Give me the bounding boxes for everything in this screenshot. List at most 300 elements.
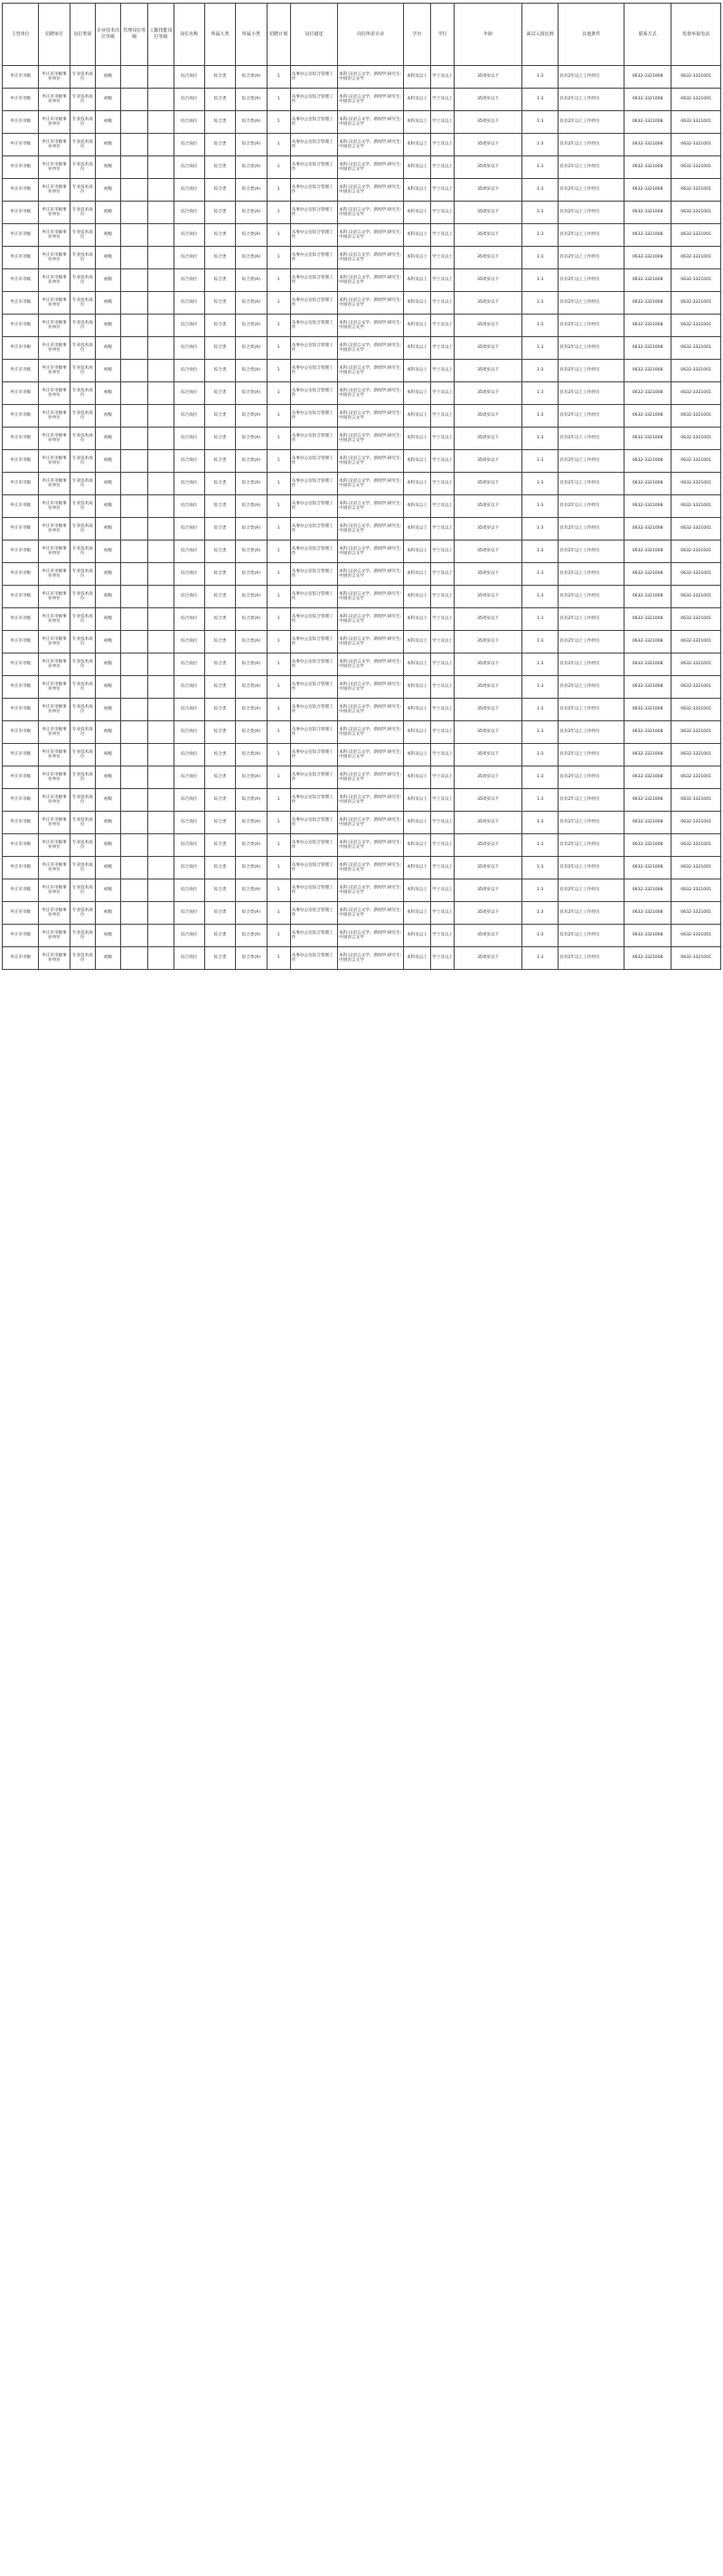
table-cell: 0632-3321008 [624,653,671,676]
table-cell: 综合岗位 [174,789,204,812]
table-cell: 本科及以上 [403,111,430,134]
table-row [3,608,721,631]
table-cell: 从事办公室综合管理工作 [290,631,337,653]
table-cell: 0632-3321001 [671,812,721,834]
table-cell: 枣庄市市级 [3,902,39,925]
table-cell: 综合类 [204,360,235,382]
table-row [3,586,721,608]
table-cell: 具有2年以上工作经历 [559,925,624,947]
table-cell: 1:3 [521,766,558,789]
table-cell: 0632-3321008 [624,315,671,337]
table-cell: 0632-3321008 [624,179,671,202]
table-cell [148,902,174,925]
table-cell: 从事办公室综合管理工作 [290,315,337,337]
table-cell: 综合类 [204,156,235,179]
table-cell [121,608,148,631]
table-cell: 1:3 [521,382,558,405]
table-cell: 从事办公室综合管理工作 [290,337,337,360]
table-cell: 具有2年以上工作经历 [559,563,624,586]
table-cell: 初级 [95,202,120,224]
table-cell: 初级 [95,653,120,676]
table-cell: 35周岁以下 [455,428,522,450]
table-cell: 枣庄市市级 [3,699,39,721]
table-cell: 专业技术岗位 [70,721,95,744]
table-cell: 综合类(A) [236,766,267,789]
table-cell: 本科及以上 [403,134,430,156]
table-cell: 从事办公室综合管理工作 [290,450,337,473]
table-cell: 从事办公室综合管理工作 [290,721,337,744]
table-cell: 枣庄市市级事业单位 [39,202,70,224]
table-cell: 1:3 [521,902,558,925]
table-cell: 专业技术岗位 [70,428,95,450]
table-cell: 综合岗位 [174,541,204,563]
table-cell: 本科及以上 [403,224,430,247]
table-cell: 本科:汉语言文学、新闻学;研究生:中国语言文学 [338,541,404,563]
table-row [3,902,721,925]
header-cell: 招聘计划 [267,4,290,66]
table-cell: 0632-3321008 [624,495,671,518]
table-cell [148,541,174,563]
table-cell: 从事办公室综合管理工作 [290,744,337,766]
table-cell: 35周岁以下 [455,699,522,721]
table-row [3,699,721,721]
table-cell: 综合岗位 [174,337,204,360]
table-cell [121,947,148,970]
table-cell: 枣庄市市级事业单位 [39,247,70,269]
table-cell: 专业技术岗位 [70,337,95,360]
table-cell: 0632-3321008 [624,337,671,360]
table-cell: 1 [267,608,290,631]
table-cell: 初级 [95,925,120,947]
table-cell: 0632-3321008 [624,608,671,631]
table-cell: 综合类 [204,608,235,631]
table-cell: 枣庄市市级 [3,179,39,202]
table-cell: 枣庄市市级事业单位 [39,111,70,134]
table-row [3,925,721,947]
table-cell: 学士及以上 [431,202,455,224]
table-cell: 综合类 [204,631,235,653]
table-cell: 1:3 [521,156,558,179]
table-cell: 本科:汉语言文学、新闻学;研究生:中国语言文学 [338,699,404,721]
table-cell: 枣庄市市级事业单位 [39,495,70,518]
table-cell [148,947,174,970]
table-row [3,789,721,812]
table-cell: 初级 [95,224,120,247]
table-cell: 枣庄市市级 [3,789,39,812]
table-cell: 综合岗位 [174,292,204,315]
table-cell: 本科:汉语言文学、新闻学;研究生:中国语言文学 [338,179,404,202]
table-row [3,473,721,495]
table-cell: 综合类(A) [236,156,267,179]
table-cell: 1 [267,428,290,450]
table-cell [148,744,174,766]
table-cell: 本科及以上 [403,653,430,676]
table-cell: 1 [267,879,290,902]
table-cell: 0632-3321008 [624,405,671,428]
table-cell: 专业技术岗位 [70,315,95,337]
table-cell: 本科:汉语言文学、新闻学;研究生:中国语言文学 [338,653,404,676]
table-cell: 从事办公室综合管理工作 [290,111,337,134]
table-cell: 本科:汉语言文学、新闻学;研究生:中国语言文学 [338,744,404,766]
table-cell: 初级 [95,337,120,360]
table-cell: 1 [267,699,290,721]
table-cell: 1:3 [521,653,558,676]
table-cell: 本科及以上 [403,676,430,699]
table-cell: 本科及以上 [403,269,430,292]
table-cell: 35周岁以下 [455,495,522,518]
table-cell [148,247,174,269]
table-cell: 具有2年以上工作经历 [559,202,624,224]
table-cell: 本科及以上 [403,156,430,179]
table-cell: 学士及以上 [431,586,455,608]
table-cell: 综合类 [204,179,235,202]
table-cell: 1 [267,337,290,360]
table-cell: 初级 [95,721,120,744]
table-cell: 综合岗位 [174,360,204,382]
table-cell: 专业技术岗位 [70,224,95,247]
table-cell [148,586,174,608]
table-cell: 枣庄市市级事业单位 [39,744,70,766]
table-cell: 0632-3321001 [671,653,721,676]
table-cell: 初级 [95,789,120,812]
table-cell: 本科及以上 [403,586,430,608]
table-cell: 本科:汉语言文学、新闻学;研究生:中国语言文学 [338,156,404,179]
table-cell: 枣庄市市级 [3,766,39,789]
table-row [3,179,721,202]
header-cell: 其他条件 [559,4,624,66]
table-cell [148,292,174,315]
table-cell: 1 [267,857,290,879]
table-cell: 1 [267,653,290,676]
table-cell: 从事办公室综合管理工作 [290,247,337,269]
table-cell [148,925,174,947]
table-cell: 1:3 [521,744,558,766]
table-cell [121,111,148,134]
table-cell: 综合类 [204,699,235,721]
table-cell: 综合类 [204,563,235,586]
table-cell: 1 [267,247,290,269]
table-cell: 综合类(A) [236,224,267,247]
table-cell: 0632-3321008 [624,360,671,382]
table-cell: 枣庄市市级事业单位 [39,766,70,789]
table-cell: 0632-3321008 [624,224,671,247]
table-cell: 综合类 [204,247,235,269]
table-cell: 1 [267,315,290,337]
table-cell: 35周岁以下 [455,834,522,857]
table-cell: 0632-3321001 [671,292,721,315]
table-cell [148,224,174,247]
table-cell: 本科及以上 [403,902,430,925]
table-cell: 学士及以上 [431,721,455,744]
table-cell: 初级 [95,902,120,925]
table-cell: 1 [267,111,290,134]
table-cell: 专业技术岗位 [70,563,95,586]
table-cell: 本科:汉语言文学、新闻学;研究生:中国语言文学 [338,382,404,405]
table-cell: 具有2年以上工作经历 [559,405,624,428]
table-cell: 具有2年以上工作经历 [559,902,624,925]
table-cell: 本科:汉语言文学、新闻学;研究生:中国语言文学 [338,879,404,902]
table-cell: 35周岁以下 [455,653,522,676]
table-cell: 具有2年以上工作经历 [559,518,624,541]
table-cell: 具有2年以上工作经历 [559,608,624,631]
table-cell: 综合类(A) [236,473,267,495]
table-cell: 综合类 [204,224,235,247]
table-cell: 枣庄市市级 [3,857,39,879]
table-cell: 0632-3321001 [671,879,721,902]
table-cell: 35周岁以下 [455,224,522,247]
table-cell: 本科:汉语言文学、新闻学;研究生:中国语言文学 [338,111,404,134]
table-cell [148,473,174,495]
table-cell: 本科:汉语言文学、新闻学;研究生:中国语言文学 [338,947,404,970]
table-cell [121,428,148,450]
table-cell: 0632-3321008 [624,812,671,834]
table-cell: 1:3 [521,179,558,202]
table-cell: 0632-3321008 [624,631,671,653]
table-cell: 学士及以上 [431,247,455,269]
table-cell: 1:3 [521,247,558,269]
table-cell: 1:3 [521,337,558,360]
table-cell: 枣庄市市级事业单位 [39,360,70,382]
table-cell: 从事办公室综合管理工作 [290,473,337,495]
table-cell [121,66,148,89]
table-cell: 初级 [95,360,120,382]
table-cell: 0632-3321001 [671,766,721,789]
table-cell: 综合岗位 [174,428,204,450]
table-cell: 综合类(A) [236,879,267,902]
table-cell: 0632-3321008 [624,292,671,315]
table-cell: 枣庄市市级事业单位 [39,428,70,450]
table-cell [121,879,148,902]
table-cell: 枣庄市市级 [3,653,39,676]
table-cell: 本科:汉语言文学、新闻学;研究生:中国语言文学 [338,405,404,428]
header-cell: 学历 [403,4,430,66]
header-row [3,4,721,66]
table-cell: 0632-3321001 [671,428,721,450]
table-cell: 综合类(A) [236,179,267,202]
table-cell: 学士及以上 [431,315,455,337]
table-cell: 1 [267,721,290,744]
table-cell [121,925,148,947]
table-cell: 0632-3321001 [671,247,721,269]
table-cell: 初级 [95,631,120,653]
table-cell: 学士及以上 [431,789,455,812]
table-cell: 本科及以上 [403,473,430,495]
table-cell: 1:3 [521,224,558,247]
table-cell: 0632-3321001 [671,473,721,495]
table-cell [121,337,148,360]
table-cell: 本科及以上 [403,337,430,360]
table-cell: 1 [267,631,290,653]
table-cell: 专业技术岗位 [70,292,95,315]
table-cell [148,518,174,541]
table-cell: 1:3 [521,789,558,812]
table-cell: 0632-3321008 [624,834,671,857]
table-cell [148,857,174,879]
table-cell: 综合类 [204,450,235,473]
table-cell: 综合类(A) [236,947,267,970]
table-cell: 学士及以上 [431,428,455,450]
table-cell: 学士及以上 [431,766,455,789]
table-cell [121,202,148,224]
table-cell: 综合类(A) [236,202,267,224]
table-cell: 35周岁以下 [455,812,522,834]
table-cell: 枣庄市市级 [3,382,39,405]
table-cell: 枣庄市市级 [3,315,39,337]
table-cell [121,653,148,676]
table-cell [121,247,148,269]
table-cell: 0632-3321001 [671,224,721,247]
table-cell: 综合岗位 [174,202,204,224]
table-cell: 1 [267,473,290,495]
table-cell: 35周岁以下 [455,947,522,970]
table-cell: 综合类(A) [236,111,267,134]
table-cell: 具有2年以上工作经历 [559,653,624,676]
header-cell: 专业技术岗位等级 [95,4,120,66]
table-cell: 1:3 [521,586,558,608]
table-cell: 0632-3321001 [671,586,721,608]
table-cell: 专业技术岗位 [70,134,95,156]
table-cell: 本科:汉语言文学、新闻学;研究生:中国语言文学 [338,518,404,541]
table-cell: 综合岗位 [174,382,204,405]
table-cell: 0632-3321008 [624,541,671,563]
table-cell: 0632-3321001 [671,360,721,382]
header-cell: 岗位名称 [174,4,204,66]
table-cell: 初级 [95,247,120,269]
table-cell: 枣庄市市级事业单位 [39,382,70,405]
table-cell: 0632-3321001 [671,179,721,202]
table-cell: 本科及以上 [403,518,430,541]
table-cell: 枣庄市市级 [3,66,39,89]
table-cell: 0632-3321001 [671,89,721,111]
table-cell: 初级 [95,405,120,428]
table-cell [121,744,148,766]
table-cell: 0632-3321001 [671,541,721,563]
table-cell: 1 [267,834,290,857]
table-cell: 0632-3321001 [671,676,721,699]
table-row [3,676,721,699]
table-cell: 专业技术岗位 [70,879,95,902]
table-cell: 本科:汉语言文学、新闻学;研究生:中国语言文学 [338,676,404,699]
table-cell: 综合岗位 [174,766,204,789]
table-row [3,111,721,134]
table-cell: 综合类(A) [236,247,267,269]
table-cell: 综合岗位 [174,89,204,111]
table-cell: 0632-3321008 [624,676,671,699]
table-row [3,495,721,518]
table-cell [148,608,174,631]
table-cell [121,541,148,563]
table-cell: 枣庄市市级事业单位 [39,563,70,586]
table-cell [148,111,174,134]
recruitment-table [2,3,721,970]
table-cell [148,812,174,834]
table-cell: 枣庄市市级事业单位 [39,879,70,902]
table-cell: 从事办公室综合管理工作 [290,947,337,970]
table-cell: 从事办公室综合管理工作 [290,925,337,947]
table-cell [121,834,148,857]
table-cell: 从事办公室综合管理工作 [290,202,337,224]
table-cell: 本科:汉语言文学、新闻学;研究生:中国语言文学 [338,608,404,631]
table-cell: 本科及以上 [403,292,430,315]
table-cell: 本科:汉语言文学、新闻学;研究生:中国语言文学 [338,89,404,111]
table-cell: 0632-3321008 [624,134,671,156]
table-cell [121,292,148,315]
table-cell: 初级 [95,269,120,292]
table-cell: 枣庄市市级 [3,631,39,653]
table-cell [148,428,174,450]
table-cell: 枣庄市市级事业单位 [39,676,70,699]
table-row [3,360,721,382]
table-cell [148,631,174,653]
table-cell: 1 [267,563,290,586]
table-cell: 1:3 [521,676,558,699]
table-cell: 枣庄市市级事业单位 [39,134,70,156]
table-cell: 专业技术岗位 [70,834,95,857]
table-cell: 枣庄市市级事业单位 [39,541,70,563]
table-cell: 1 [267,586,290,608]
table-cell: 初级 [95,450,120,473]
table-row [3,947,721,970]
table-cell: 从事办公室综合管理工作 [290,134,337,156]
table-cell: 1:3 [521,111,558,134]
table-cell: 本科及以上 [403,89,430,111]
table-cell: 综合类 [204,789,235,812]
table-cell [121,902,148,925]
table-cell: 本科:汉语言文学、新闻学;研究生:中国语言文学 [338,473,404,495]
table-cell [121,156,148,179]
table-cell: 本科及以上 [403,428,430,450]
table-cell: 专业技术岗位 [70,608,95,631]
table-cell: 综合类 [204,902,235,925]
table-cell: 0632-3321008 [624,925,671,947]
table-cell: 学士及以上 [431,902,455,925]
table-cell: 学士及以上 [431,947,455,970]
table-cell: 从事办公室综合管理工作 [290,428,337,450]
table-cell: 0632-3321008 [624,902,671,925]
table-cell: 本科:汉语言文学、新闻学;研究生:中国语言文学 [338,586,404,608]
table-cell: 本科:汉语言文学、新闻学;研究生:中国语言文学 [338,902,404,925]
table-cell: 综合类(A) [236,518,267,541]
table-cell: 初级 [95,518,120,541]
table-cell: 初级 [95,89,120,111]
table-cell: 综合类(A) [236,450,267,473]
table-cell: 学士及以上 [431,179,455,202]
table-cell [148,179,174,202]
table-cell: 初级 [95,744,120,766]
table-cell: 综合类(A) [236,360,267,382]
table-cell: 综合岗位 [174,179,204,202]
table-cell: 本科及以上 [403,631,430,653]
table-cell: 35周岁以下 [455,857,522,879]
table-cell: 本科及以上 [403,563,430,586]
table-cell: 学士及以上 [431,292,455,315]
table-cell: 0632-3321008 [624,269,671,292]
table-cell: 学士及以上 [431,857,455,879]
table-cell: 专业技术岗位 [70,89,95,111]
table-cell: 35周岁以下 [455,202,522,224]
table-cell: 枣庄市市级 [3,721,39,744]
table-cell: 从事办公室综合管理工作 [290,608,337,631]
header-cell: 工勤技能岗位等级 [148,4,174,66]
table-cell: 初级 [95,857,120,879]
table-cell: 专业技术岗位 [70,202,95,224]
table-cell: 枣庄市市级 [3,89,39,111]
table-cell [148,699,174,721]
table-cell: 1 [267,541,290,563]
table-cell: 具有2年以上工作经历 [559,156,624,179]
table-cell: 综合类 [204,337,235,360]
table-cell: 综合类(A) [236,292,267,315]
